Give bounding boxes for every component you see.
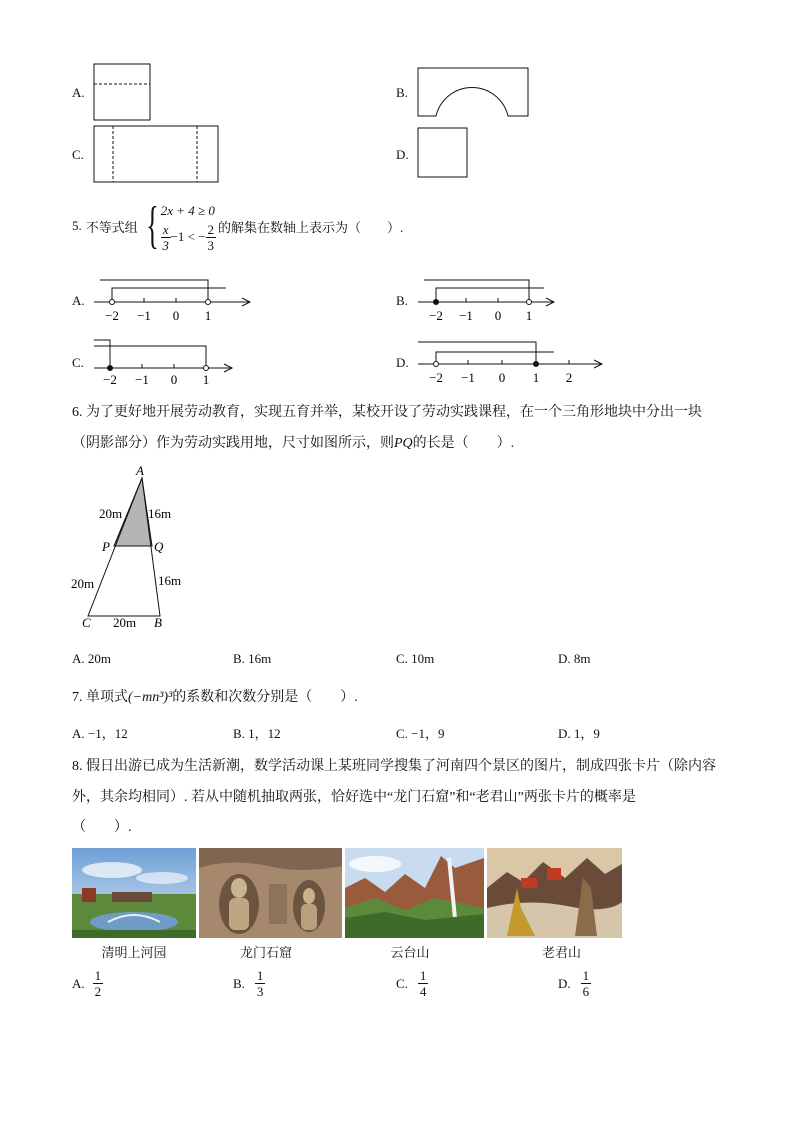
- q6-option-b: B. 16m: [233, 651, 272, 666]
- q7-option-b: B. 1，12: [233, 726, 281, 741]
- caption-longmen: 龙门石窟: [239, 945, 292, 960]
- caption-laojun: 老君山: [541, 945, 581, 960]
- q7-expr: (−mn³)³: [128, 690, 173, 705]
- q7-suffix: 的系数和次数分别是（ ）.: [172, 690, 358, 705]
- q5a-tick-4: 1: [204, 308, 212, 323]
- q5c-tick-4: 1: [202, 372, 210, 387]
- q7-option-c: C. −1，9: [396, 726, 445, 741]
- q5-prefix: 不等式组: [85, 219, 138, 235]
- q8-option-b-label: B.: [233, 975, 245, 991]
- q6-dim-cb: 20m: [113, 615, 137, 630]
- q5b-tick-3: 0: [494, 308, 502, 323]
- caption-qingming: 清明上河园: [101, 945, 167, 960]
- photo-longmen-grottoes: [199, 848, 342, 938]
- q5a-tick-2: −1: [137, 308, 151, 323]
- q8-option-a-label: A.: [72, 975, 85, 991]
- q7-option-a: A. −1，12: [72, 726, 128, 741]
- q6-option-a: A. 20m: [72, 651, 111, 666]
- q8-option-d: [558, 968, 591, 999]
- q5b-tick-2: −1: [459, 308, 473, 323]
- q5-ineq2: [161, 222, 216, 253]
- q8-option-a-den: 2: [94, 984, 102, 999]
- q4-option-c-label: C.: [72, 147, 84, 162]
- q5-frac2-den: 3: [207, 237, 215, 253]
- q5-option-c-label: C.: [72, 355, 84, 370]
- q6-option-c: C. 10m: [396, 651, 435, 666]
- q8-option-b-den: 3: [256, 984, 264, 999]
- q8-line1: 8. 假日出游已成为生活新潮，数学活动课上某班同学搜集了河南四个景区的图片，制成四张卡片（除内容: [72, 759, 716, 774]
- q8-option-c-label: C.: [396, 975, 408, 991]
- q4-option-c-figure: [92, 124, 220, 184]
- caption-yuntai: 云台山: [390, 945, 430, 960]
- q5-frac2-num: 2: [207, 221, 215, 237]
- q6-label-q: Q: [154, 539, 164, 554]
- q5-option-c-numberline: [90, 336, 240, 388]
- photo-yuntai-mountain: [345, 848, 484, 938]
- q6-dim-qb: 16m: [158, 573, 182, 588]
- q5d-tick-2: −1: [461, 370, 475, 385]
- q6-dim-aq: 16m: [148, 506, 172, 521]
- q5c-tick-1: −2: [103, 372, 117, 387]
- q8-option-c-den: 4: [419, 984, 427, 999]
- q5-option-a-label: A.: [72, 293, 85, 308]
- q5-option-b-label: B.: [396, 293, 408, 308]
- q8-option-a-num: 1: [94, 968, 102, 983]
- q8-option-a: [72, 968, 103, 999]
- q5a-tick-3: 0: [172, 308, 180, 323]
- q7-prefix: 7. 单项式: [72, 690, 128, 705]
- q6-line2a: （阴影部分）作为劳动实践用地，尺寸如图所示，则: [72, 436, 394, 451]
- q8-option-d-num: 1: [582, 968, 590, 983]
- q7-option-d: D. 1，9: [558, 726, 600, 741]
- q5d-tick-4: 1: [532, 370, 540, 385]
- q4-option-d-figure: [416, 126, 470, 180]
- q5-brace: {: [146, 197, 159, 254]
- q7-stem: [72, 686, 358, 706]
- q4-option-b-label: B.: [396, 85, 408, 100]
- q5b-tick-1: −2: [429, 308, 443, 323]
- q5-option-a-numberline: [90, 274, 260, 326]
- q5a-tick-1: −2: [105, 308, 119, 323]
- q4-option-d-label: D.: [396, 147, 409, 162]
- q6-line2-var: PQ: [394, 436, 413, 451]
- q5-ineq2-mid: −1 < −: [170, 229, 206, 244]
- q6-dim-pc: 20m: [71, 576, 95, 591]
- q8-option-b: [233, 968, 265, 999]
- q5-option-d-numberline: [414, 336, 608, 388]
- q5b-tick-4: 1: [525, 308, 533, 323]
- q5-suffix: 的解集在数轴上表示为（ ）.: [218, 219, 404, 235]
- q6-label-a: A: [136, 463, 144, 478]
- q5-system: [161, 200, 216, 253]
- q5c-tick-2: −1: [135, 372, 149, 387]
- q4-option-a-figure: [92, 62, 154, 122]
- q6-label-b: B: [154, 615, 162, 630]
- q5-stem: [72, 190, 403, 262]
- q4-option-b-figure: [416, 66, 532, 120]
- q6-line2: [72, 432, 514, 452]
- q5-option-b-numberline: [414, 274, 584, 326]
- q5d-tick-5: 2: [565, 370, 573, 385]
- q8-line2: 外，其余均相同）. 若从中随机抽取两张，恰好选中“龙门石窟”和“老君山”两张卡片的概率是: [72, 790, 636, 805]
- q5-frac1-den: 3: [162, 237, 169, 253]
- q8-option-d-label: D.: [558, 975, 571, 991]
- photo-qingming-garden: [72, 848, 196, 938]
- q4-option-a-label: A.: [72, 85, 85, 100]
- q5d-tick-3: 0: [498, 370, 506, 385]
- q6-dim-ap: 20m: [99, 506, 123, 521]
- q5-frac1-num: x: [162, 221, 169, 237]
- q5c-tick-3: 0: [170, 372, 178, 387]
- q5-ineq1: 2x + 4 ≥ 0: [160, 202, 215, 218]
- q5-number: 5.: [72, 218, 82, 233]
- q5-option-d-label: D.: [396, 355, 409, 370]
- q6-option-d: D. 8m: [558, 651, 591, 666]
- photo-laojun-mountain: [487, 848, 622, 938]
- q6-line1: 6. 为了更好地开展劳动教育，实现五育并举，某校开设了劳动实践课程，在一个三角形地块中分出一块: [72, 405, 702, 420]
- q8-option-c: [396, 968, 428, 999]
- q8-line3: （ ）.: [72, 820, 132, 835]
- q6-line2b: 的长是（ ）.: [412, 436, 515, 451]
- q6-label-c: C: [82, 615, 91, 630]
- q8-option-c-num: 1: [419, 968, 427, 983]
- q6-label-p: P: [102, 539, 110, 554]
- q5d-tick-1: −2: [429, 370, 443, 385]
- q8-option-d-den: 6: [582, 984, 590, 999]
- q6-triangle-figure: [66, 462, 196, 634]
- q8-option-b-num: 1: [256, 968, 264, 983]
